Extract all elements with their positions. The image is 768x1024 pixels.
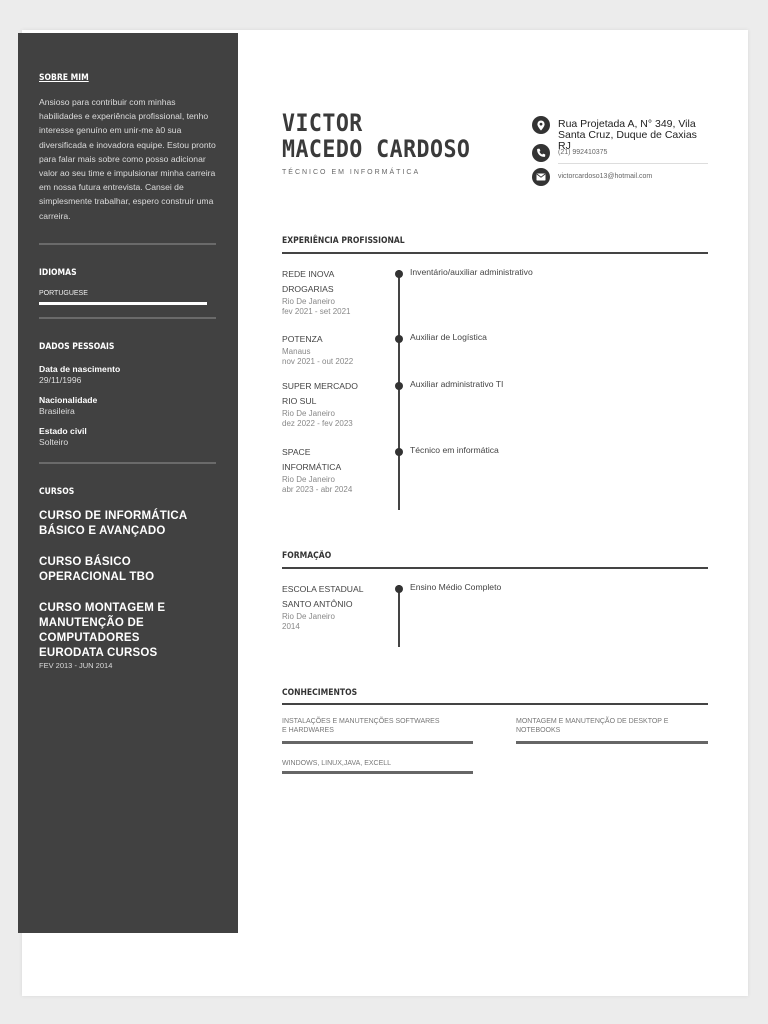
personal-title: DADOS PESSOAIS (39, 341, 115, 352)
name-line1: VICTOR (282, 109, 363, 137)
experience-rule (282, 252, 708, 254)
skill-name: WINDOWS, LINUX,JAVA, EXCELL (282, 760, 392, 767)
company-name-line2: RIO SUL (282, 396, 317, 406)
job-role: Auxiliar de Logística (410, 332, 487, 342)
about-title: SOBRE MIM (39, 73, 89, 83)
skill-level-bar (282, 771, 473, 774)
job-title: TÉCNICO EM INFORMÁTICA (282, 169, 421, 176)
name-line2: MACEDO CARDOSO (282, 135, 471, 163)
experience-entry (282, 445, 708, 495)
phone-icon (532, 144, 550, 162)
sidebar-divider (39, 243, 216, 245)
marital-status-value: Solteiro (39, 436, 69, 447)
timeline-dot (395, 448, 403, 456)
birthdate-label: Data de nascimento (39, 363, 121, 374)
company-name: SUPER MERCADO (282, 381, 358, 391)
timeline-dot (395, 585, 403, 593)
experience-entry (282, 267, 708, 317)
job-role: Inventário/auxiliar administrativo (410, 267, 533, 277)
phone-number: (21) 992410375 (558, 149, 608, 156)
job-period: dez 2022 - fev 2023 (282, 419, 353, 428)
skills-title: CONHECIMENTOS (282, 688, 358, 698)
company-name: SPACE (282, 447, 311, 457)
sidebar-divider (39, 317, 216, 319)
company-name-line2: INFORMÁTICA (282, 462, 342, 472)
language-level-bar (39, 302, 207, 305)
skill-name: INSTALAÇÕES E MANUTENÇÕES SOFTWARES (282, 718, 440, 725)
location-pin-icon (532, 116, 550, 134)
sidebar-divider (39, 462, 216, 464)
education-entry (282, 582, 708, 632)
contact-divider (558, 163, 708, 164)
marital-status-label: Estado civil (39, 425, 87, 436)
email-address: victorcardoso13@hotmail.com (558, 173, 653, 180)
company-city: Rio De Janeiro (282, 475, 335, 484)
school-name: ESCOLA ESTADUAL (282, 584, 364, 594)
envelope-icon (532, 168, 550, 186)
experience-entry (282, 379, 708, 429)
course-item: CURSO BÁSICO OPERACIONAL TBO (39, 555, 155, 583)
job-role: Auxiliar administrativo TI (410, 379, 504, 389)
courses-title: CURSOS (39, 486, 75, 497)
graduation-year: 2014 (282, 622, 300, 631)
company-name: POTENZA (282, 334, 323, 344)
experience-title: EXPERIÊNCIA PROFISSIONAL (282, 236, 405, 246)
company-name-line2: DROGARIAS (282, 284, 334, 294)
timeline-dot (395, 270, 403, 278)
skill-item (282, 759, 482, 768)
company-city: Manaus (282, 347, 311, 356)
address-line2: Santa Cruz, Duque de Caxias RJ (558, 129, 697, 152)
experience-entry (282, 332, 708, 367)
nationality-value: Brasileira (39, 405, 75, 416)
company-name: REDE INOVA (282, 269, 335, 279)
skill-level-bar (282, 741, 473, 744)
skill-item (282, 717, 482, 735)
skill-level-bar (516, 741, 708, 744)
job-period: abr 2023 - abr 2024 (282, 485, 353, 494)
birthdate-value: 29/11/1996 (39, 374, 82, 385)
company-city: Rio De Janeiro (282, 409, 335, 418)
job-period: nov 2021 - out 2022 (282, 357, 354, 366)
skills-rule (282, 703, 708, 705)
languages-title: IDIOMAS (39, 267, 77, 278)
school-name-line2: SANTO ANTÔNIO (282, 599, 353, 609)
course-item: CURSO DE INFORMÁTICA BÁSICO E AVANÇADO (39, 509, 187, 537)
skill-name: MONTAGEM E MANUTENÇÃO DE DESKTOP E (516, 718, 669, 725)
language-portuguese: PORTUGUESE (39, 289, 88, 297)
course-date: FEV 2013 - JUN 2014 (39, 660, 113, 670)
skill-name-line2: E HARDWARES (282, 727, 334, 734)
job-role: Técnico em informática (410, 445, 499, 455)
nationality-label: Nacionalidade (39, 394, 98, 405)
job-period: fev 2021 - set 2021 (282, 307, 351, 316)
education-title: FORMAÇÃO (282, 551, 332, 561)
course-item: CURSO MONTAGEM E MANUTENÇÃO DE COMPUTADORES EURODATA CURSOS (39, 601, 166, 659)
about-text: Ansioso para contribuir com minhas habilidades e experiência profissional, tenho interesse genuíno em unir-me à0 sua diversificada e inovadora equipe. Estou pronto para falar mais sobre como posso adicionar valor ao seu time e impulsionar minha carreira em nossa futura entrevista. Cansei de simplesmente trabalhar, espero construir uma carreira. (39, 97, 216, 221)
school-city: Rio De Janeiro (282, 612, 335, 621)
skill-item (516, 717, 708, 735)
timeline-dot (395, 335, 403, 343)
address-line1: Rua Projetada A, N° 349, Vila (558, 118, 696, 130)
degree: Ensino Médio Completo (410, 582, 502, 592)
full-name (282, 110, 470, 162)
skill-name-line2: NOTEBOOKS (516, 727, 561, 734)
education-rule (282, 567, 708, 569)
company-city: Rio De Janeiro (282, 297, 335, 306)
timeline-dot (395, 382, 403, 390)
sidebar (18, 33, 238, 933)
